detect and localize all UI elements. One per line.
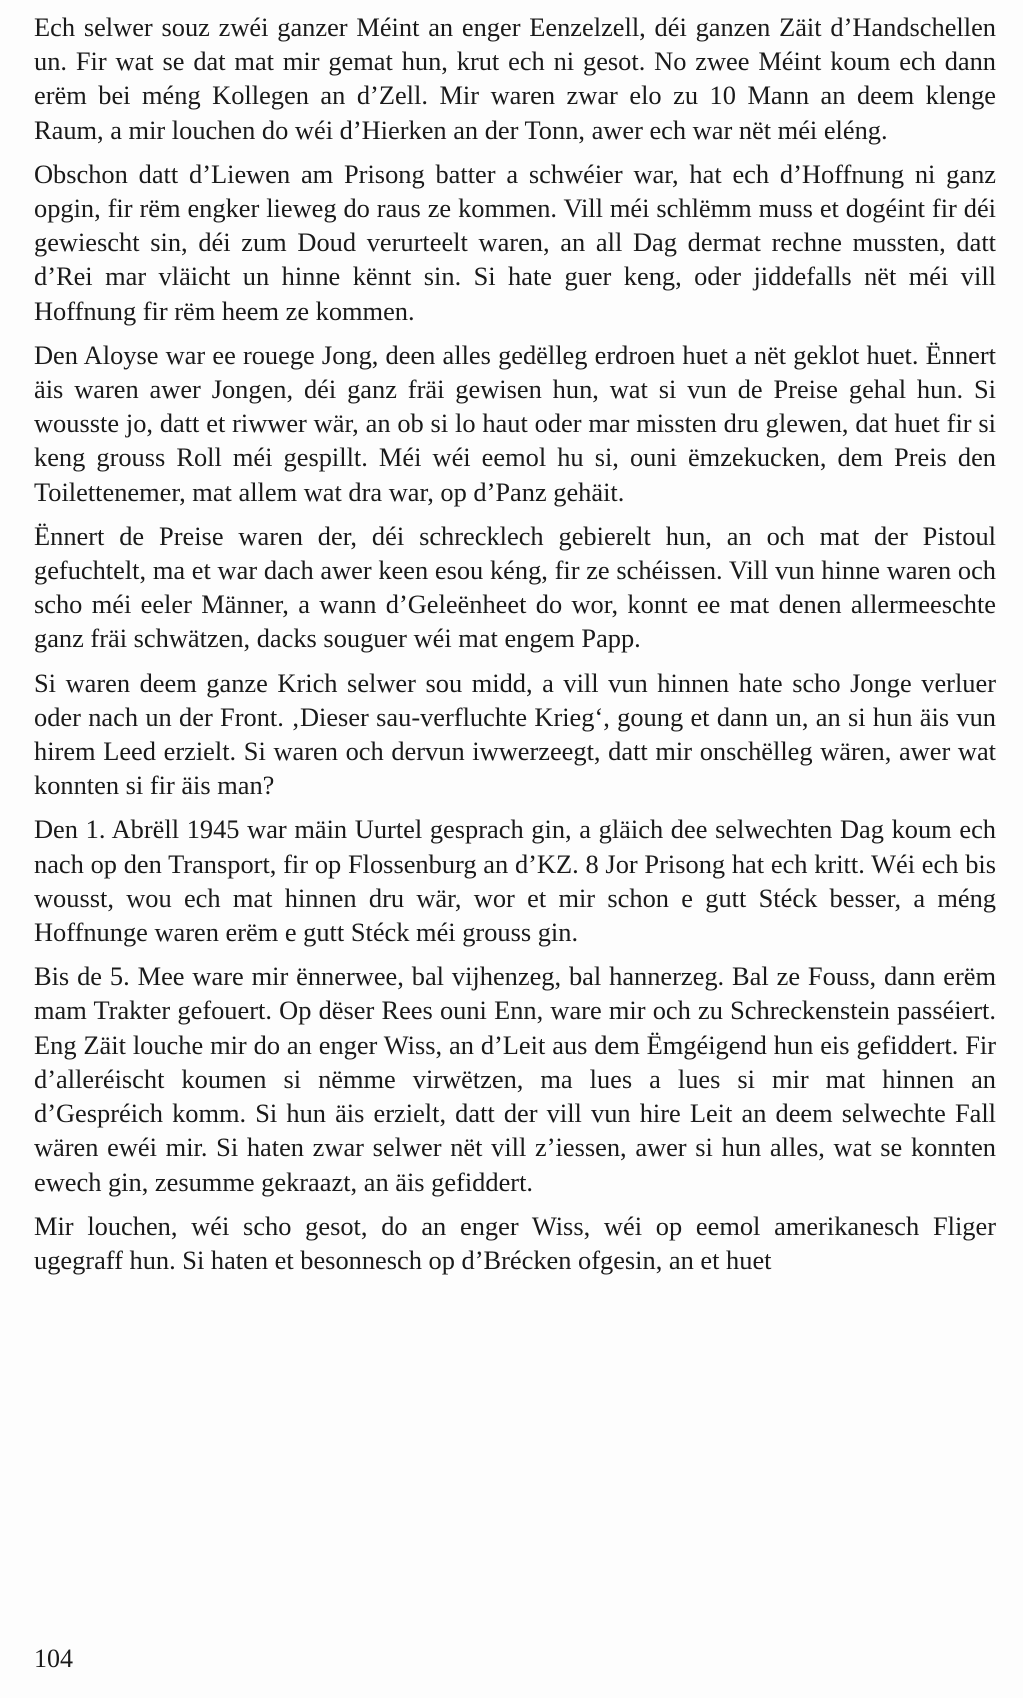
body-text — [34, 10, 996, 1277]
paragraph-1: Ech selwer souz zwéi ganzer Méint an enger Eenzelzell, déi ganzen Zäit d’Handschellen un. Fir wat se dat mat mir gemat hun, krut ech ni gesot. No zwee Méint koum ech dann erëm bei méng Kollegen an d’Zell. Mir waren zwar elo zu 10 Mann an deem klenge Raum, a mir louchen do wéi d’Hierken an der Tonn, awer ech war nët méi eléng. — [34, 12, 996, 145]
paragraph-7: Bis de 5. Mee ware mir ënnerwee, bal vijhenzeg, bal hannerzeg. Bal ze Fouss, dann erëm mam Trakter gefouert. Op dëser Rees ouni Enn, ware mir och zu Schreckenstein passéiert. Eng Zäit louche mir do an enger Wiss, an d’Leit aus dem Ëmgéigend hun eis gefiddert. Fir d’alleréischt koumen si nëmme virwëtzen, ma lues a lues si mir mat hinnen an d’Gespréich komm. Si hun äis erzielt, datt der vill vun hire Leit an deem selwechte Fall wären ewéi mir. Si haten zwar selwer nët vill z’iessen, awer si hun alles, wat se konnten ewech gin, zesumme gekraazt, an äis gefiddert. — [34, 961, 996, 1197]
paragraph-8: Mir louchen, wéi scho gesot, do an enger Wiss, wéi op eemol amerikanesch Fliger ugegraff hun. Si haten et besonnesch op d’Bréckеn ofgesin, an et huet — [34, 1210, 996, 1275]
paragraph-2: Obschon datt d’Liewen am Prisong batter a schwéier war, hat ech d’Hoffnung ni ganz opgin, fir rëm engker lieweg do raus ze kommen. Vill méi schlëmm muss et dogéint fir déi gewiescht sin, déi zum Doud verurteelt waren, an all Dag dermat rechne mussten, datt d’Rei mar vläicht un hinne kënnt sin. Si hate guer keng, oder jiddefalls nët méi vill Hoffnung fir rëm heem ze kommen. — [34, 158, 996, 326]
paragraph-6: Den 1. Abrëll 1945 war mäin Uurtel gesprach gin, a gläich dee selwechten Dag koum ech nach op den Transport, fir op Flossenburg an d’KZ. 8 Jor Prisong hat ech kritt. Wéi ech bis wousst, wou ech mat hinnen dru wär, wor et mir schon e gutt Stéck besser, a méng Hoffnunge waren erëm e gutt Stéck méi grouss gin. — [34, 814, 996, 948]
paragraph-3: Den Aloyse war ee rouege Jong, deen alles gedëlleg erdroen huet a nët geklot huet. Ënnert äis waren awer Jongen, déi ganz fräi gewisen hun, wat si vun de Preise gehal hun. Si wousste jo, datt et riwwer wär, an ob si lo haut oder mar missten dru glewen, dat huet fir si keng grouss Roll méi gespillt. Méi wéi eemol hu si, ouni ëmzekucken, dem Preis den Toilettenemer, mat allem wat dra war, op d’Panz gehäit. — [34, 339, 996, 507]
page-number: 104 — [34, 1644, 73, 1673]
paragraph-5: Si waren deem ganze Krich selwer sou midd, a vill vun hinnen hate scho Jonge verluer oder nach un der Front. ‚Dieser sau-verfluchte Krieg‘, goung et dann un, an si hun äis vun hirem Leed erzielt. Si waren och dervun iwwerzeegt, datt mir onschëlleg wären, awer wat konnten si fir äis man? — [34, 667, 996, 801]
paragraph-4: Ënnert de Preise waren der, déi schrecklech gebierelt hun, an och mat der Pistoul gefuchtelt, ma et war dach awer keen esou kéng, fir ze schéissen. Vill vun hinne waren och scho méi eeler Männer, a wann d’Geleënheet do wor, konnt ee mat denen allermeeschte ganz fräi schwätzen, dacks souguer wéi mat engem Papp. — [34, 520, 996, 654]
